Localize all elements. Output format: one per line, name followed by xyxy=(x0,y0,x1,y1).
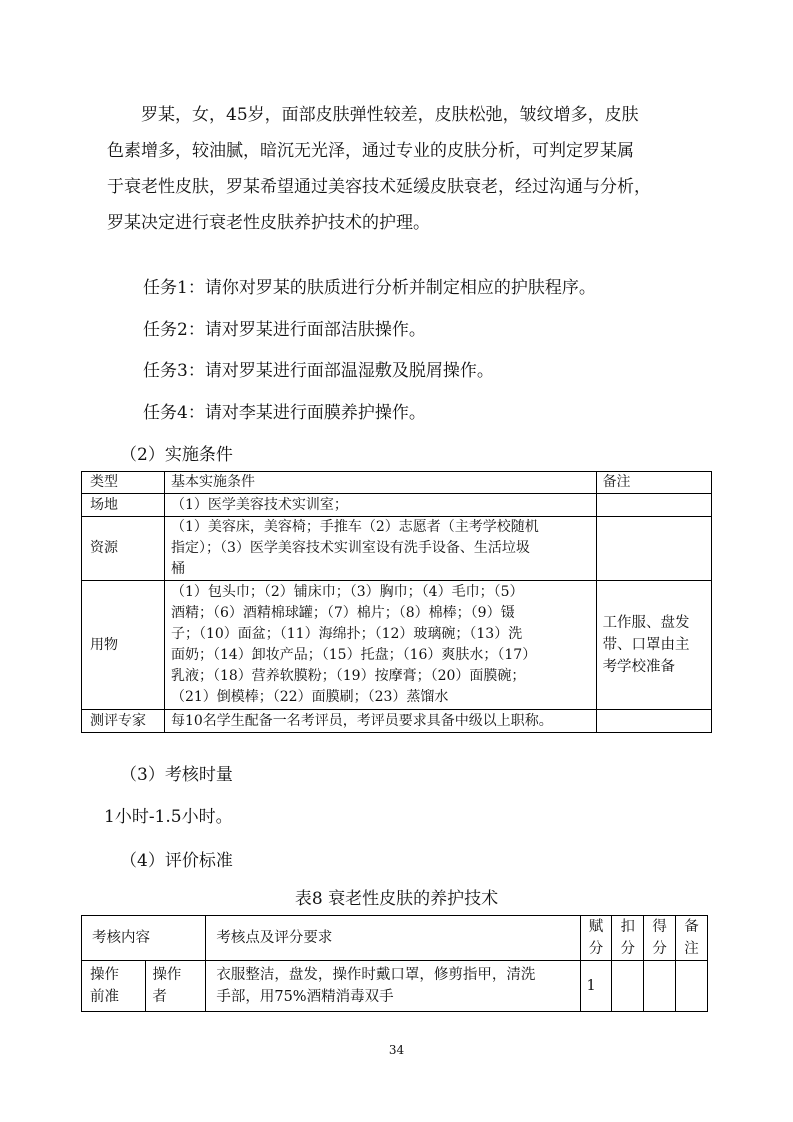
task-2: 任务2：请对罗某进行面部洁肤操作。 xyxy=(143,320,426,340)
condition-line: 乳液；（18）营养软膜粉；（19）按摩膏；（20）面膜碗； xyxy=(170,668,526,684)
requirement-line: 手部，用75%酒精消毒双手 xyxy=(216,989,394,1005)
page-number: 34 xyxy=(388,1043,405,1057)
condition-line: （1）美容床，美容椅；手推车（2）志愿者（主考学校随机 xyxy=(170,519,539,535)
header-score xyxy=(580,916,612,961)
row-conditions xyxy=(164,581,596,710)
condition-line: 每10名学生配备一名考评员，考评员要求具备中级以上职称。 xyxy=(170,712,553,729)
table-row xyxy=(82,581,712,710)
table-caption: 表8 衰老性皮肤的养护技术 xyxy=(294,889,499,909)
condition-line: （1）包头巾；（2）铺床巾；（3）胸巾；（4）毛巾；（5） xyxy=(170,584,524,600)
row-conditions xyxy=(164,710,596,733)
row-type: 测评专家 xyxy=(82,710,165,733)
condition-line: 指定）；（3）医学美容技术实训室设有洗手设备、生活垃圾 xyxy=(170,540,530,556)
subcategory-line: 者 xyxy=(152,989,167,1005)
case-line: 于衰老性皮肤，罗某希望通过美容技术延缓皮肤衰老，经过沟通与分析， xyxy=(107,177,651,197)
row-note xyxy=(596,710,711,733)
task-1: 任务1：请你对罗某的肤质进行分析并制定相应的护肤程序。 xyxy=(143,278,596,298)
header-score-char: 赋 xyxy=(588,919,604,935)
header-deduct-char: 扣 xyxy=(620,919,636,935)
header-deduct xyxy=(612,916,644,961)
row-note xyxy=(596,494,711,517)
table-row xyxy=(82,494,712,517)
header-points: 考核点及评分要求 xyxy=(206,916,580,961)
section-3-heading: （3）考核时量 xyxy=(120,765,233,785)
requirement-line: 衣服整洁，盘发，操作时戴口罩，修剪指甲，清洗 xyxy=(216,967,536,983)
section-2-heading: （2）实施条件 xyxy=(120,445,233,465)
case-line: 罗某，女，45岁，面部皮肤弹性较差，皮肤松弛，皱纹增多，皮肤 xyxy=(141,105,639,125)
table-row xyxy=(82,517,712,581)
row-deduct xyxy=(612,961,644,1012)
row-note xyxy=(596,517,711,581)
row-requirements xyxy=(206,961,580,1012)
row-type: 资源 xyxy=(82,517,165,581)
condition-line: 子；（10）面盆；（11）海绵扑；（12）玻璃碗；（13）洗 xyxy=(170,626,523,642)
header-conditions: 基本实施条件 xyxy=(164,472,596,494)
row-remark xyxy=(676,961,708,1012)
section-4-heading: （4）评价标准 xyxy=(120,851,233,871)
scoring-table xyxy=(81,915,708,1012)
condition-line: 酒精；（6）酒精棉球罐；（7）棉片；（8）棉棒；（9）镊 xyxy=(170,605,515,621)
header-got xyxy=(644,916,676,961)
header-got-char: 分 xyxy=(652,941,667,957)
header-remark xyxy=(676,916,708,961)
note-line: 考学校准备 xyxy=(602,659,676,675)
note-line: 带、口罩由主 xyxy=(602,637,690,653)
category-line: 前准 xyxy=(90,989,119,1005)
header-type: 类型 xyxy=(82,472,165,494)
row-subcategory xyxy=(146,961,206,1012)
header-remark-char: 注 xyxy=(684,941,699,957)
conditions-table xyxy=(81,471,712,733)
table-header-row xyxy=(82,472,712,494)
header-content: 考核内容 xyxy=(82,916,206,961)
condition-line: （1）医学美容技术实训室； xyxy=(170,496,348,513)
row-conditions xyxy=(164,494,596,517)
condition-line: 桶 xyxy=(170,561,185,577)
condition-line: 面奶；（14）卸妆产品；（15）托盘；（16）爽肤水；（17） xyxy=(170,647,537,663)
header-score-char: 分 xyxy=(588,941,604,957)
row-score: 1 xyxy=(580,961,612,1012)
header-got-char: 得 xyxy=(652,919,667,935)
row-note xyxy=(596,581,711,710)
note-line: 工作服、盘发 xyxy=(602,615,690,631)
row-conditions xyxy=(164,517,596,581)
header-note: 备注 xyxy=(596,472,711,494)
row-type: 场地 xyxy=(82,494,165,517)
subcategory-line: 操作 xyxy=(152,967,182,983)
condition-line: （21）倒模棒；（22）面膜刷；（23）蒸馏水 xyxy=(170,689,449,705)
duration-text: 1小时-1.5小时。 xyxy=(104,807,233,827)
case-line: 罗某决定进行衰老性皮肤养护技术的护理。 xyxy=(107,213,430,233)
row-got xyxy=(644,961,676,1012)
row-type: 用物 xyxy=(82,581,165,710)
task-3: 任务3：请对罗某进行面部温湿敷及脱屑操作。 xyxy=(143,361,494,381)
row-category xyxy=(82,961,146,1012)
case-line: 色素增多，较油腻，暗沉无光泽，通过专业的皮肤分析，可判定罗某属 xyxy=(107,141,634,161)
task-4: 任务4：请对李某进行面膜养护操作。 xyxy=(143,403,426,423)
case-description xyxy=(107,97,687,241)
table-row xyxy=(82,710,712,733)
header-remark-char: 备 xyxy=(684,919,699,935)
table-header-row xyxy=(82,916,708,961)
header-deduct-char: 分 xyxy=(620,941,636,957)
table-row xyxy=(82,961,708,1012)
category-line: 操作 xyxy=(90,967,119,983)
